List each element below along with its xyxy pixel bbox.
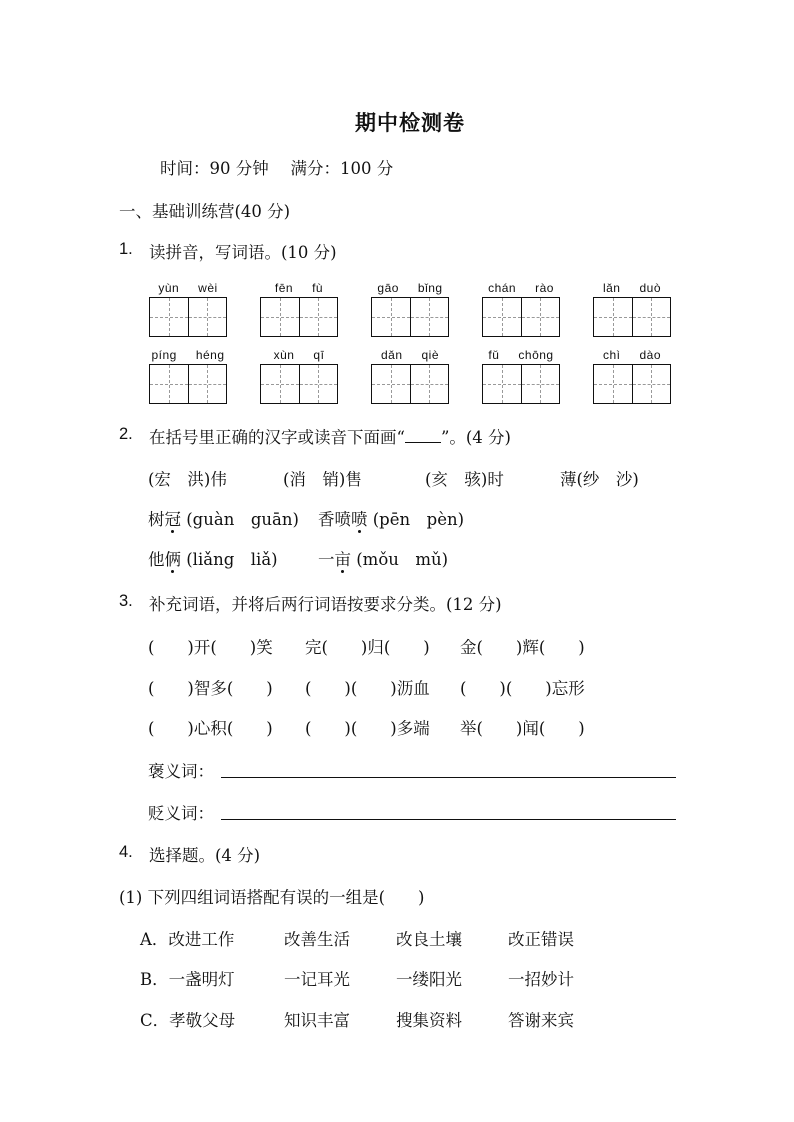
pinyin-label: fēn fù bbox=[274, 281, 324, 295]
pinyin-label: fǔ chōng bbox=[488, 348, 554, 362]
exam-info: 时间：90 分钟 满分：100 分 bbox=[160, 159, 394, 178]
writing-cell[interactable] bbox=[372, 298, 410, 336]
writing-cell[interactable] bbox=[261, 365, 299, 403]
q3-r1-w3[interactable]: 金( )辉( ) bbox=[460, 638, 585, 657]
writing-cell[interactable] bbox=[410, 365, 449, 403]
q1-number: 1. bbox=[119, 240, 133, 258]
writing-box[interactable] bbox=[371, 364, 449, 404]
writing-cell[interactable] bbox=[150, 365, 188, 403]
writing-cell[interactable] bbox=[150, 298, 188, 336]
derog-answer-line[interactable] bbox=[221, 819, 676, 820]
writing-cell[interactable] bbox=[594, 365, 632, 403]
writing-cell[interactable] bbox=[594, 298, 632, 336]
pinyin-label: xùn qī bbox=[273, 348, 325, 362]
q3-r2-w1[interactable]: ( )智多( ) bbox=[148, 679, 273, 698]
q3-r3-w1[interactable]: ( )心积( ) bbox=[148, 719, 273, 738]
writing-cell[interactable] bbox=[372, 365, 410, 403]
option-b-3: 一缕阳光 bbox=[396, 970, 462, 989]
writing-cell[interactable] bbox=[483, 298, 521, 336]
option-a-3: 改良土壤 bbox=[396, 930, 462, 949]
pinyin-label: chì dào bbox=[602, 348, 662, 362]
writing-box[interactable] bbox=[371, 297, 449, 337]
writing-cell[interactable] bbox=[632, 365, 671, 403]
q2-item-3[interactable]: (亥 骇)时 bbox=[425, 470, 504, 489]
praise-answer-line[interactable] bbox=[221, 777, 676, 778]
pinyin-label: lǎn duò bbox=[602, 281, 662, 295]
writing-cell[interactable] bbox=[521, 365, 560, 403]
option-c-1[interactable]: C．孝敬父母 bbox=[140, 1011, 236, 1030]
writing-box[interactable] bbox=[149, 364, 227, 404]
q2-number: 2. bbox=[119, 425, 133, 443]
writing-box[interactable] bbox=[260, 297, 338, 337]
q3-r1-w2[interactable]: 完( )归( ) bbox=[305, 638, 430, 657]
q3-text: 补充词语，并将后两行词语按要求分类。(12 分) bbox=[149, 595, 502, 614]
option-a-4: 改正错误 bbox=[508, 930, 574, 949]
option-c-2: 知识丰富 bbox=[284, 1011, 350, 1030]
writing-cell[interactable] bbox=[483, 365, 521, 403]
q4-number: 4. bbox=[119, 843, 133, 861]
pinyin-label: dǎn qiè bbox=[380, 348, 440, 362]
option-b-1[interactable]: B．一盏明灯 bbox=[140, 970, 235, 989]
q3-r1-w1[interactable]: ( )开( )笑 bbox=[148, 638, 273, 657]
writing-box[interactable] bbox=[593, 364, 671, 404]
option-b-4: 一招妙计 bbox=[508, 970, 574, 989]
option-a-1[interactable]: A．改进工作 bbox=[140, 930, 235, 949]
writing-cell[interactable] bbox=[299, 298, 338, 336]
writing-box[interactable] bbox=[260, 364, 338, 404]
page-title: 期中检测卷 bbox=[355, 110, 465, 135]
pinyin-label: chán rào bbox=[488, 281, 554, 295]
option-c-4: 答谢来宾 bbox=[508, 1011, 574, 1030]
pinyin-label: yùn wèi bbox=[158, 281, 218, 295]
option-c-3: 搜集资料 bbox=[396, 1011, 462, 1030]
writing-box[interactable] bbox=[482, 364, 560, 404]
q2-item-8[interactable]: 一亩 (mǒu mǔ) bbox=[318, 546, 448, 570]
writing-cell[interactable] bbox=[188, 298, 227, 336]
pinyin-label: píng héng bbox=[151, 348, 225, 362]
writing-cell[interactable] bbox=[299, 365, 338, 403]
q2-item-1[interactable]: (宏 洪)伟 bbox=[148, 470, 227, 489]
writing-cell[interactable] bbox=[410, 298, 449, 336]
section-heading: 一、基础训练营(40 分) bbox=[119, 202, 291, 221]
derog-label: 贬义词： bbox=[148, 804, 214, 823]
option-b-2: 一记耳光 bbox=[284, 970, 350, 989]
q2-item-5[interactable]: 树冠 (guàn guān) bbox=[148, 506, 299, 530]
q3-r3-w3[interactable]: 举( )闻( ) bbox=[460, 719, 585, 738]
q2-text: 在括号里正确的汉字或读音下面画“ ”。(4 分) bbox=[149, 428, 511, 447]
q3-r2-w3[interactable]: ( )( )忘形 bbox=[460, 679, 585, 698]
q3-number: 3. bbox=[119, 592, 133, 610]
writing-box[interactable] bbox=[149, 297, 227, 337]
praise-label: 褒义词： bbox=[148, 762, 214, 781]
q2-item-2[interactable]: (消 销)售 bbox=[283, 470, 362, 489]
q2-item-6[interactable]: 香喷喷 (pēn pèn) bbox=[318, 506, 464, 530]
q3-r3-w2[interactable]: ( )( )多端 bbox=[305, 719, 430, 738]
pinyin-label: gāo bǐng bbox=[377, 281, 443, 295]
option-a-2: 改善生活 bbox=[284, 930, 350, 949]
writing-box[interactable] bbox=[482, 297, 560, 337]
underline-sample bbox=[405, 441, 441, 443]
writing-cell[interactable] bbox=[261, 298, 299, 336]
q4-sub1: (1) 下列四组词语搭配有误的一组是( ) bbox=[119, 888, 425, 907]
q2-item-7[interactable]: 他俩 (liǎng liǎ) bbox=[148, 546, 278, 570]
q3-r2-w2[interactable]: ( )( )沥血 bbox=[305, 679, 430, 698]
writing-cell[interactable] bbox=[632, 298, 671, 336]
writing-cell[interactable] bbox=[188, 365, 227, 403]
q1-text: 读拼音，写词语。(10 分) bbox=[149, 243, 337, 262]
q2-item-4[interactable]: 薄(纱 沙) bbox=[560, 470, 639, 489]
writing-box[interactable] bbox=[593, 297, 671, 337]
writing-cell[interactable] bbox=[521, 298, 560, 336]
q4-text: 选择题。(4 分) bbox=[149, 846, 261, 865]
